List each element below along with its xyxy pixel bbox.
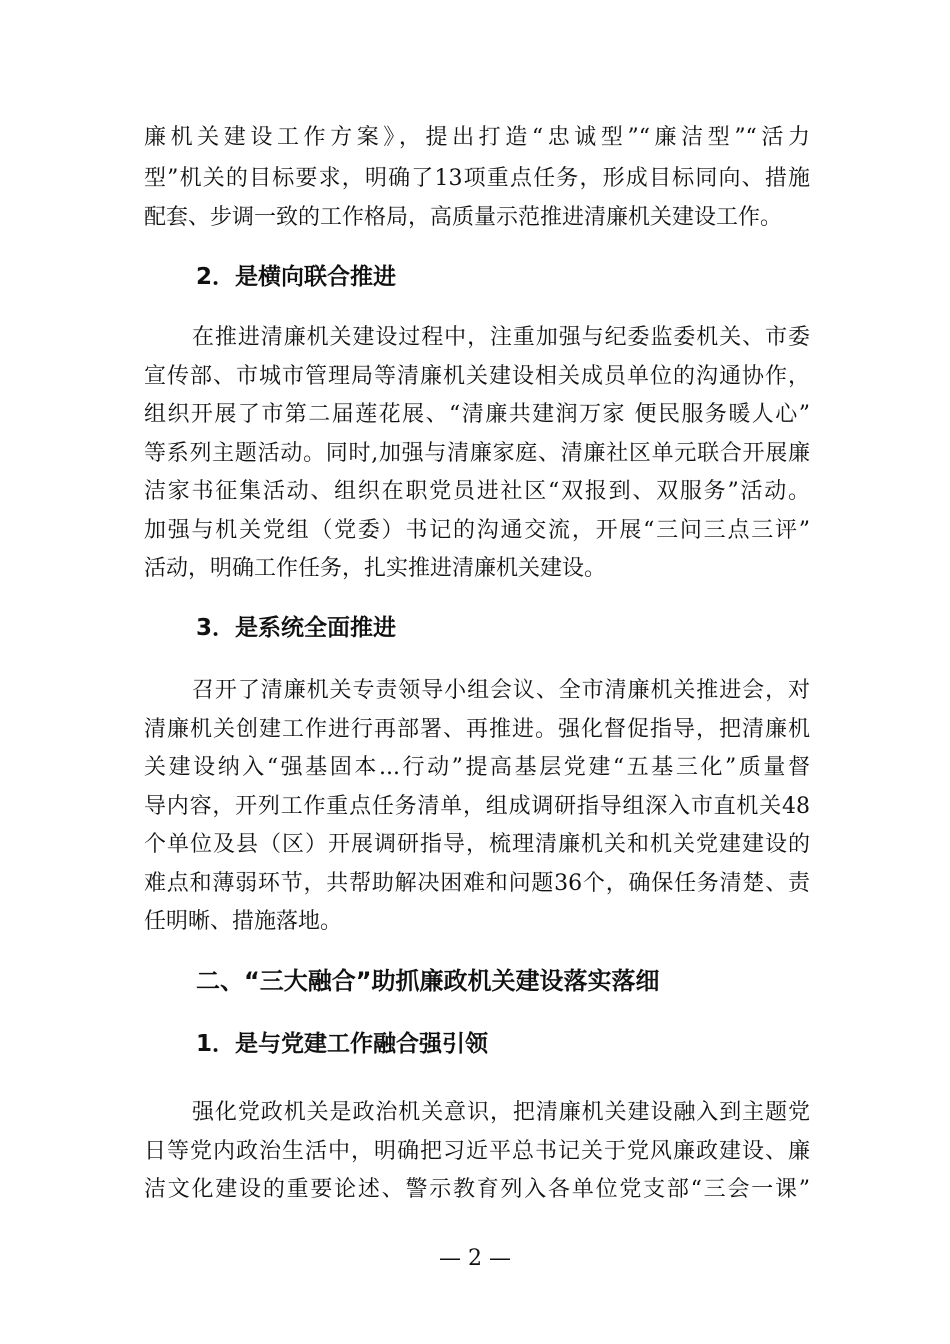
text-line: 洁文化建设的重要论述、警示教育列入各单位党支部“三会一课” [144, 1177, 810, 1202]
text-line: 在推进清廉机关建设过程中，注重加强与纪委监委机关、市委 [192, 325, 810, 350]
text-line: 活动，明确工作任务，扎实推进清廉机关建设。 [144, 556, 607, 581]
text-line: 日等党内政治生活中，明确把习近平总书记关于党风廉政建设、廉 [144, 1139, 810, 1164]
text-line: 加强与机关党组（党委）书记的沟通交流，开展“三问三点三评” [144, 518, 810, 543]
text-line: 召开了清廉机关专责领导小组会议、全市清廉机关推进会，对 [192, 678, 810, 703]
subheading-systematic: 3．是系统全面推进 [196, 615, 397, 641]
text-line: 等系列主题活动。同时,加强与清廉家庭、清廉社区单元联合开展廉 [144, 441, 810, 466]
page-number: — 2 — [439, 1246, 511, 1271]
text-line: 组织开展了市第二届莲花展、“清廉共建润万家 便民服务暖人心” [144, 402, 810, 427]
text-line: 个单位及县（区）开展调研指导，梳理清廉机关和机关党建建设的 [144, 832, 810, 857]
text-line: 关建设纳入“强基固本...行动”提高基层党建“五基三化”质量督 [144, 755, 810, 780]
text-line: 型”机关的目标要求，明确了13项重点任务，形成目标同向、措施 [144, 166, 810, 191]
text-line: 清廉机关创建工作进行再部署、再推进。强化督促指导，把清廉机 [144, 717, 810, 742]
text-line: 任明晰、措施落地。 [144, 909, 343, 934]
subheading-party-building: 1．是与党建工作融合强引领 [196, 1031, 489, 1057]
text-line: 洁家书征集活动、组织在职党员进社区“双报到、双服务”活动。 [144, 479, 810, 504]
text-line: 难点和薄弱环节，共帮助解决困难和问题36个，确保任务清楚、责 [144, 871, 810, 896]
text-line: 配套、步调一致的工作格局，高质量示范推进清廉机关建设工作。 [144, 205, 783, 230]
text-line: 强化党政机关是政治机关意识，把清廉机关建设融入到主题党 [192, 1100, 810, 1125]
text-line: 宣传部、市城市管理局等清廉机关建设相关成员单位的沟通协作， [144, 364, 810, 389]
text-line: 廉机关建设工作方案》，提出打造“忠诚型”“廉洁型”“活力 [144, 125, 810, 150]
subheading-horizontal-joint: 2．是横向联合推进 [196, 264, 397, 290]
text-line: 导内容，开列工作重点任务清单，组成调研指导组深入市直机关48 [144, 794, 810, 819]
section-heading: 二、“三大融合”助抓廉政机关建设落实落细 [196, 967, 660, 995]
